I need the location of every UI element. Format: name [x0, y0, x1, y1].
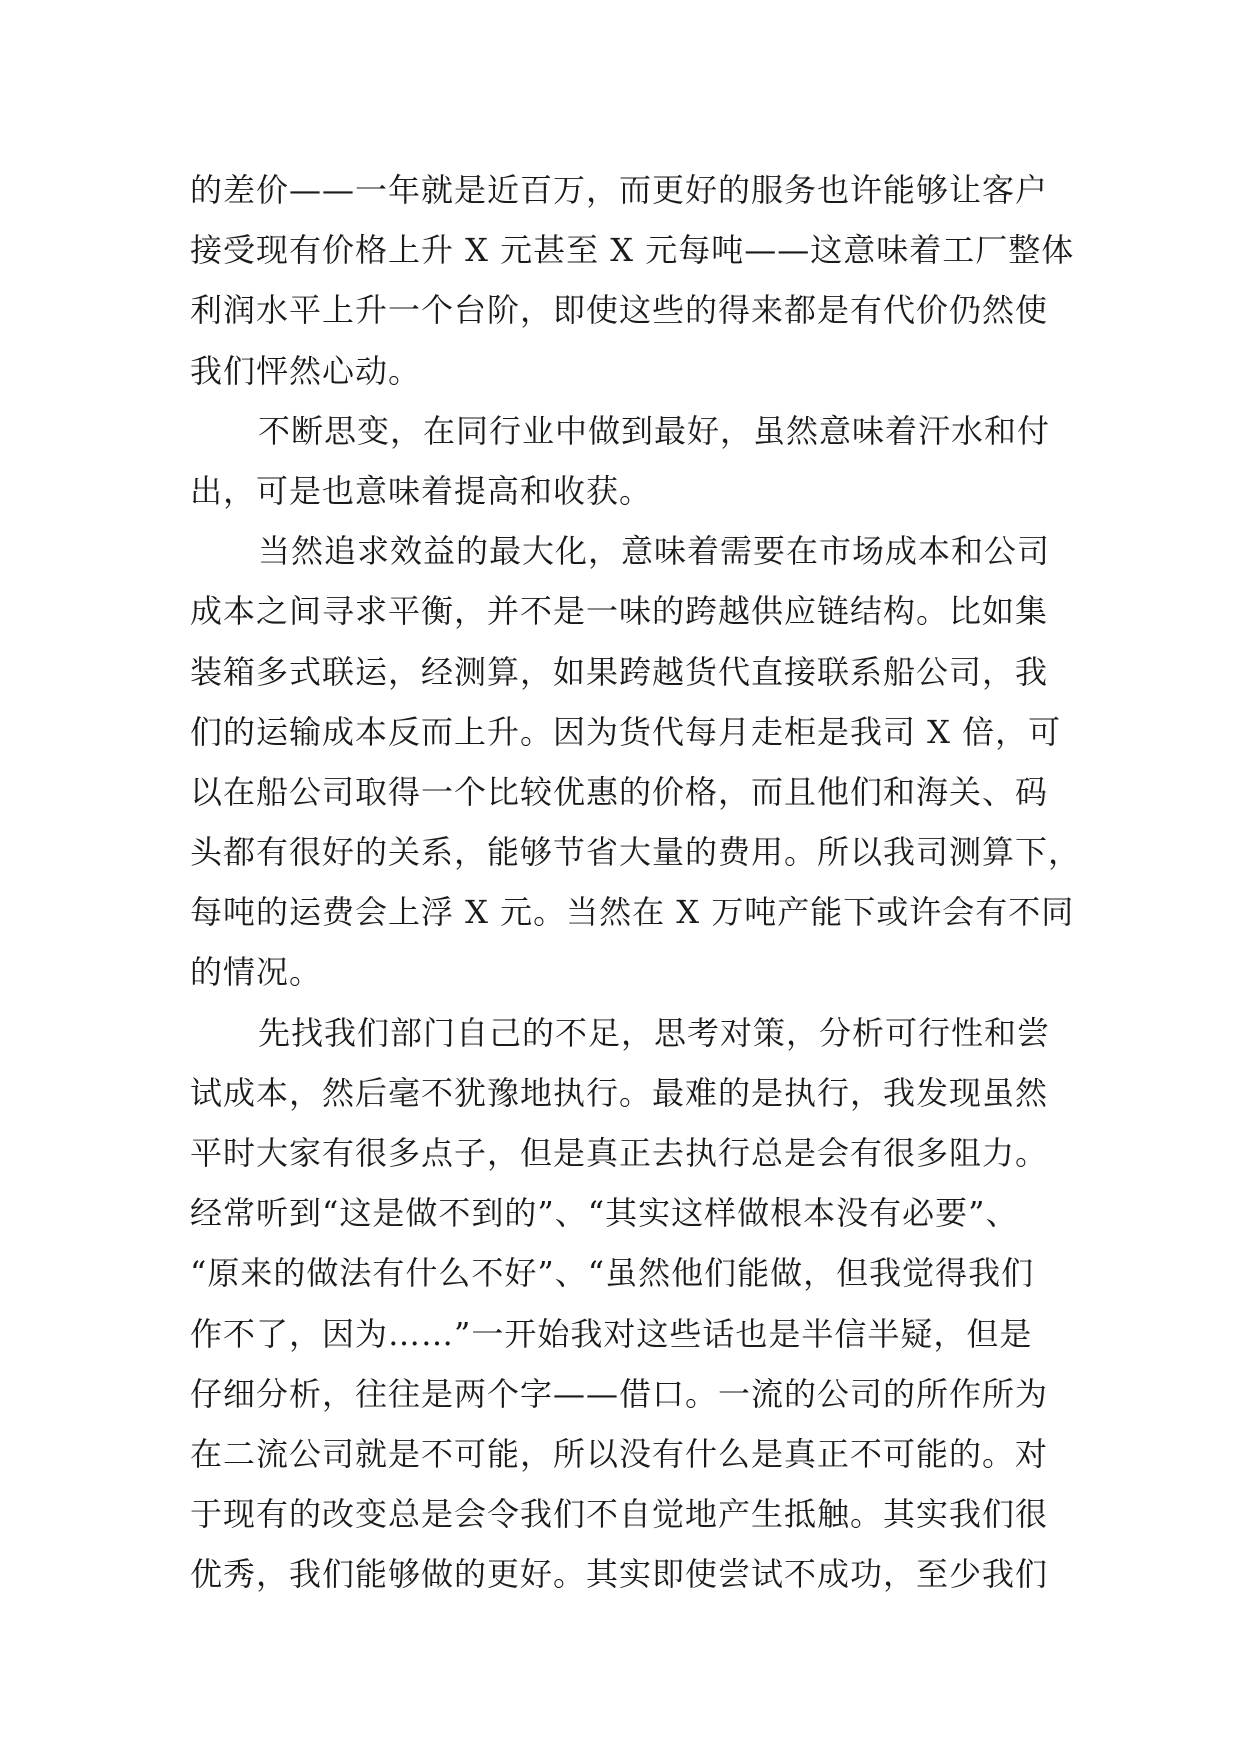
- text-line: 试成本，然后毫不犹豫地执行。最难的是执行，我发现虽然: [190, 1073, 1049, 1112]
- paragraph-3: [190, 521, 1082, 1003]
- text-line: 先找我们部门自己的不足，思考对策，分析可行性和尝: [258, 1013, 1051, 1052]
- text-line: 头都有很好的关系，能够节省大量的费用。所以我司测算下，: [190, 833, 1082, 872]
- text-line: 出，可是也意味着提高和收获。: [190, 471, 653, 510]
- text-line: 的差价——一年就是近百万，而更好的服务也许能够让客户: [190, 171, 1049, 209]
- text-line: 仔细分析，往往是两个字——借口。一流的公司的所作所为: [190, 1374, 1049, 1413]
- text-line: 每吨的运费会上浮 X 元。当然在 X 万吨产能下或许会有不同: [190, 893, 1075, 932]
- text-line: 装箱多式联运，经测算，如果跨越货代直接联系船公司，我: [190, 652, 1049, 691]
- text-line: 以在船公司取得一个比较优惠的价格，而且他们和海关、码: [190, 772, 1049, 811]
- paragraph-4: [190, 1003, 1070, 1605]
- text-line: 在二流公司就是不可能，所以没有什么是真正不可能的。对: [190, 1434, 1049, 1473]
- text-line: 作不了，因为……”一开始我对这些话也是半信半疑，但是: [190, 1314, 1033, 1353]
- text-line: 我们怦然心动。: [190, 351, 422, 390]
- text-line: 优秀，我们能够做的更好。其实即使尝试不成功，至少我们: [190, 1555, 1049, 1594]
- text-line: 当然追求效益的最大化，意味着需要在市场成本和公司: [258, 532, 1051, 571]
- text-line: 利润水平上升一个台阶，即使这些的得来都是有代价仍然使: [190, 291, 1049, 330]
- text-line: 平时大家有很多点子，但是真正去执行总是会有很多阻力。: [190, 1134, 1049, 1172]
- paragraph-2: [190, 401, 1070, 521]
- body-text: [190, 160, 1082, 1605]
- paragraph-1: [190, 160, 1075, 401]
- text-line: 们的运输成本反而上升。因为货代每月走柜是我司 X 倍，可: [190, 712, 1062, 751]
- text-line: 于现有的改变总是会令我们不自觉地产生抵触。其实我们很: [190, 1495, 1049, 1534]
- text-line: 不断思变，在同行业中做到最好，虽然意味着汗水和付: [258, 411, 1051, 450]
- text-line: 经常听到“这是做不到的”、“其实这样做根本没有必要”、: [190, 1194, 1019, 1233]
- text-line: 的情况。: [190, 953, 323, 992]
- text-line: 成本之间寻求平衡，并不是一味的跨越供应链结构。比如集: [190, 592, 1049, 631]
- text-line: 接受现有价格上升 X 元甚至 X 元每吨——这意味着工厂整体: [190, 231, 1075, 270]
- text-line: “原来的做法有什么不好”、“虽然他们能做，但我觉得我们: [190, 1254, 1035, 1293]
